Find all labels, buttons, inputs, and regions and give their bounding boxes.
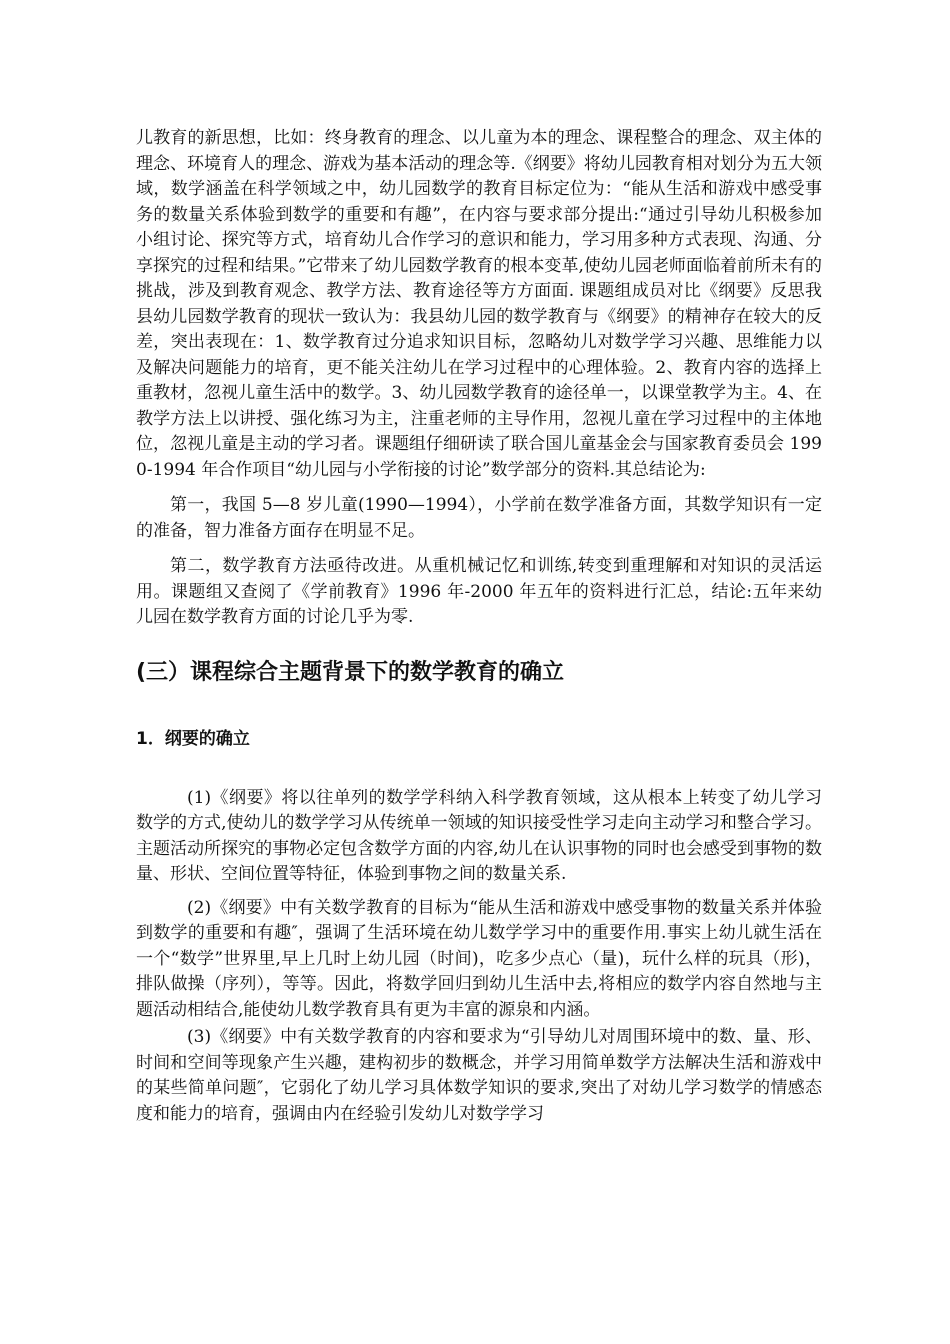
conclusion-paragraph-1: 第一，我国 5—8 岁儿童(1990—1994），小学前在数学准备方面，其数学知识有一定的准备，智力准备方面存在明显不足。	[136, 495, 822, 541]
conclusion-paragraph-2: 第二，数学教育方法亟待改进。从重机械记忆和训练,转变到重理解和对知识的灵活运用。课题组又查阅了《学前教育》1996 年-2000 年五年的资料进行汇总，结论:五年来幼儿园在数学教育方面的讨论几乎为零.	[136, 556, 822, 627]
document-page	[136, 126, 822, 1127]
intro-paragraph: 儿教育的新思想，比如：终身教育的理念、以儿童为本的理念、课程整合的理念、双主体的理念、环境育人的理念、游戏为基本活动的理念等.《纲要》将幼儿园教育相对划分为五大领域，数学涵盖在科学领域之中，幼儿园数学的教育目标定位为：“能从生活和游戏中感受事务的数量关系体验到数学的重要和有趣”，在内容与要求部分提出:“通过引导幼儿积极参加小组讨论、探究等方式，培育幼儿合作学习的意识和能力，学习用多种方式表现、沟通、分享探究的过程和结果。”它带来了幼儿园数学教育的根本变革,使幼儿园老师面临着前所未有的挑战，涉及到教育观念、教学方法、教育途径等方方面面. 课题组成员对比《纲要》反思我县幼儿园数学教育的现状一致认为：我县幼儿园的数学教育与《纲要》的精神存在较大的反差，突出表现在：1、数学教育过分追求知识目标，忽略幼儿对数学学习兴趣、思维能力以及解决问题能力的培育，更不能关注幼儿在学习过程中的心理体验。2、教育内容的选择上重教材，忽视儿童生活中的数学。3、幼儿园数学教育的途径单一，以课堂教学为主。4、在教学方法上以讲授、强化练习为主，注重老师的主导作用，忽视儿童在学习过程中的主体地位，忽视儿童是主动的学习者。课题组仔细研读了联合国儿童基金会与国家教育委员会 1990-1994 年合作项目“幼儿园与小学衔接的讨论”数学部分的资料.其总结论为:	[136, 128, 822, 480]
subsection-heading: 1．纲要的确立	[136, 728, 250, 749]
item-paragraph-1: (1)《纲要》将以往单列的数学学科纳入科学教育领域，这从根本上转变了幼儿学习数学的方式,使幼儿的数学学习从传统单一领域的知识接受性学习走向主动学习和整合学习。主题活动所探究的事物必定包含数学方面的内容,幼儿在认识事物的同时也会感受到事物的数量、形状、空间位置等特征，体验到事物之间的数量关系.	[136, 787, 822, 884]
item-paragraph-3: (3)《纲要》中有关数学教育的内容和要求为“引导幼儿对周围环境中的数、量、形、时间和空间等现象产生兴趣，建构初步的数概念，并学习用简单数学方法解决生活和游戏中的某些简单问题″，它弱化了幼儿学习具体数学知识的要求,突出了对幼儿学习数学的情感态度和能力的培育，强调由内在经验引发幼儿对数学学习	[136, 1027, 822, 1124]
item-paragraph-2: (2)《纲要》中有关数学教育的目标为“能从生活和游戏中感受事物的数量关系并体验到数学的重要和有趣″，强调了生活环境在幼儿数学学习中的重要作用.事实上幼儿就生活在一个“数学”世界里,早上几时上幼儿园（时间)，吃多少点心（量)，玩什么样的玩具（形)，排队做操（序列），等等。因此，将数学回归到幼儿生活中去,将相应的数学内容自然地与主题活动相结合,能使幼儿数学教育具有更为丰富的源泉和内涵。	[136, 897, 822, 1020]
section-heading: (三）课程综合主题背景下的数学教育的确立	[136, 659, 565, 685]
